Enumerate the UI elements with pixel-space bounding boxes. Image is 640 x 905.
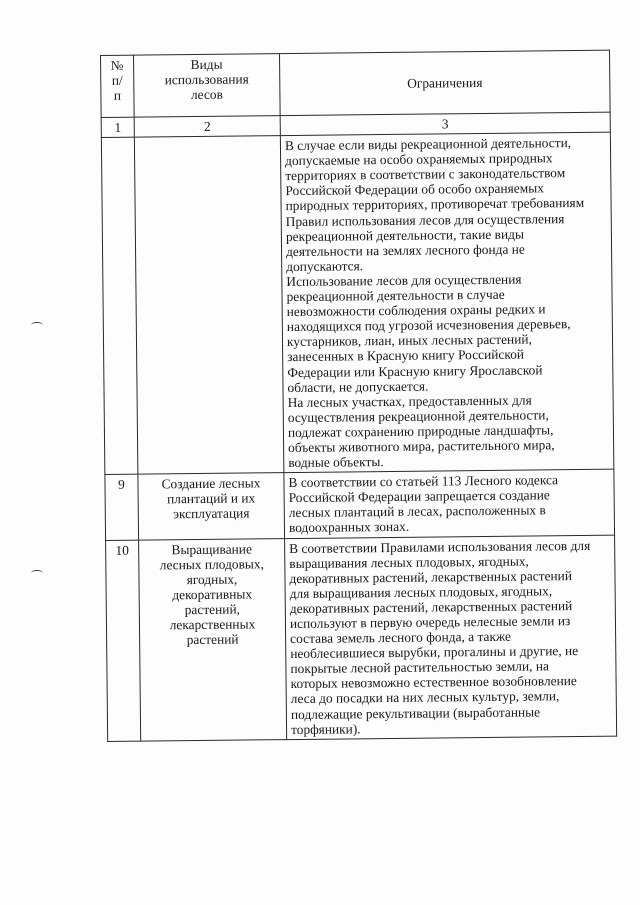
restriction-text-line: водные объекты. <box>288 454 384 471</box>
usage-type-text-line: растений <box>186 631 239 648</box>
restriction-text-line: невозможности соблюдения охраны редких и <box>286 301 546 320</box>
usage-type-text-line: лесных плодовых, <box>159 555 264 573</box>
restriction-text-line: Федерации или Красную книгу Ярославской <box>287 361 543 380</box>
column-number: 3 <box>280 112 610 136</box>
restriction-text-line: деятельности на землях лесного фонда не <box>285 241 525 259</box>
restriction-text-line: выращивания лесных плодовых, ягодных, <box>289 553 529 571</box>
restriction-text-line: осуществления рекреационной деятельности, <box>287 407 549 425</box>
restriction-text-line: кустарников, лиан, иных лесных растений, <box>286 331 532 350</box>
restriction-text-line: В соответствии Правилами использования лесов для <box>289 537 591 556</box>
restriction-text-line: находящихся под угрозой исчезновения деревьев, <box>286 316 571 335</box>
restriction-text-line: допускаемые на особо охраняемых природных <box>285 150 553 169</box>
header-restrictions-label: Ограничения <box>407 74 483 91</box>
restriction-text-line: подлежащие рекультивации (выработанные <box>290 703 541 722</box>
usage-type-cell <box>139 538 287 741</box>
row-number <box>101 137 138 474</box>
binder-hole-mark <box>31 570 43 576</box>
binder-hole-mark <box>31 322 43 328</box>
header-number-line: п/ <box>111 72 123 88</box>
restriction-text-line: водоохранных зонах. <box>288 519 410 536</box>
usage-type-text-line: плантаций и их <box>166 490 256 507</box>
restriction-text-line: Российской Федерации запрещается создание <box>288 487 550 506</box>
header-row <box>101 50 611 117</box>
table-row <box>101 132 614 474</box>
restriction-text-line: территориях в соответствии с законодательством <box>285 165 566 184</box>
header-usage-line: Виды <box>190 56 223 73</box>
restriction-text-line: покрытые лесной растительностью земли, на <box>290 658 549 677</box>
restriction-text-line: На лесных участках, предоставленных для <box>287 392 532 410</box>
restriction-text-line: декоративных растений, лекарственных растений <box>289 597 573 616</box>
header-col-restrictions <box>279 50 610 115</box>
header-number-line: п <box>113 87 122 104</box>
restriction-text-line: В случае если виды рекреационной деятельности, <box>284 135 572 154</box>
restriction-text-line: состава земель лесного фонда, а также <box>290 628 512 647</box>
restriction-text-line: для выращивания лесных плодовых, ягодных, <box>289 583 553 601</box>
usage-type-cell <box>134 136 284 475</box>
table-row <box>106 535 617 742</box>
restriction-text-line: допускаются. <box>286 258 364 274</box>
restrictions-cell <box>280 132 614 472</box>
restrictions-cell <box>284 469 615 538</box>
row-number: 9 <box>105 474 139 540</box>
usage-type-text-line: лекарственных <box>169 616 256 633</box>
restriction-text-line: которых невозможно естественное возобновление <box>290 673 577 692</box>
header-col-usage-type <box>134 54 281 118</box>
restriction-text-line: Использование лесов для осуществления <box>286 271 522 289</box>
restriction-text-line: области, не допускается. <box>287 378 429 395</box>
usage-type-cell <box>138 473 285 540</box>
restriction-text-line: В соответствии со статьей 113 Лесного кодекса <box>288 472 559 491</box>
restriction-text-line: занесенных в Красную книгу Российской <box>287 346 525 365</box>
restriction-text-line: рекреационной деятельности, такие виды <box>285 226 525 244</box>
usage-type-text-line: Выращивание <box>171 540 252 557</box>
usage-type-text-line: декоративных <box>172 586 253 603</box>
restriction-text-line: объекты животного мира, растительного мира, <box>288 437 555 456</box>
restriction-text-line: Российской Федерации об особо охраняемых <box>285 180 544 199</box>
header-number-line: № <box>110 57 124 73</box>
header-col-number <box>101 55 135 117</box>
usage-type-text-line: растений, <box>184 601 240 618</box>
restriction-text-line: подлежат сохранению природные ландшафты, <box>287 422 554 440</box>
restriction-text-line: используют в первую очередь нелесные земли из <box>289 613 571 632</box>
restriction-text-line: Правил использования лесов для осуществления <box>285 210 565 229</box>
column-number: 2 <box>134 116 280 138</box>
restriction-text-line: необлесившиеся вырубки, прогалины и другие, не <box>290 643 579 662</box>
usage-type-text-line: ягодных, <box>186 571 238 587</box>
restrictions-cell <box>285 535 617 740</box>
restriction-text-line: декоративных растений, лекарственных растений <box>289 567 573 586</box>
restriction-text-line: леса до посадки на них лесных культур, земли, <box>290 688 560 707</box>
usage-type-text-line: эксплуатация <box>173 505 250 522</box>
restriction-text-line: торфяники). <box>290 720 361 737</box>
restriction-text-line: рекреационной деятельности в случае <box>286 286 505 305</box>
restriction-text-line: природных территориях, противоречат требованиям <box>285 195 585 214</box>
table-row <box>105 469 615 540</box>
header-usage-line: лесов <box>190 86 223 103</box>
row-number: 10 <box>106 540 141 742</box>
usage-type-text-line: Создание лесных <box>161 475 261 492</box>
header-usage-line: использования <box>164 71 249 88</box>
restrictions-table <box>100 50 617 742</box>
column-number: 1 <box>101 117 134 137</box>
restriction-text-line: лесных плантаций в лесах, расположенных в <box>288 502 546 521</box>
